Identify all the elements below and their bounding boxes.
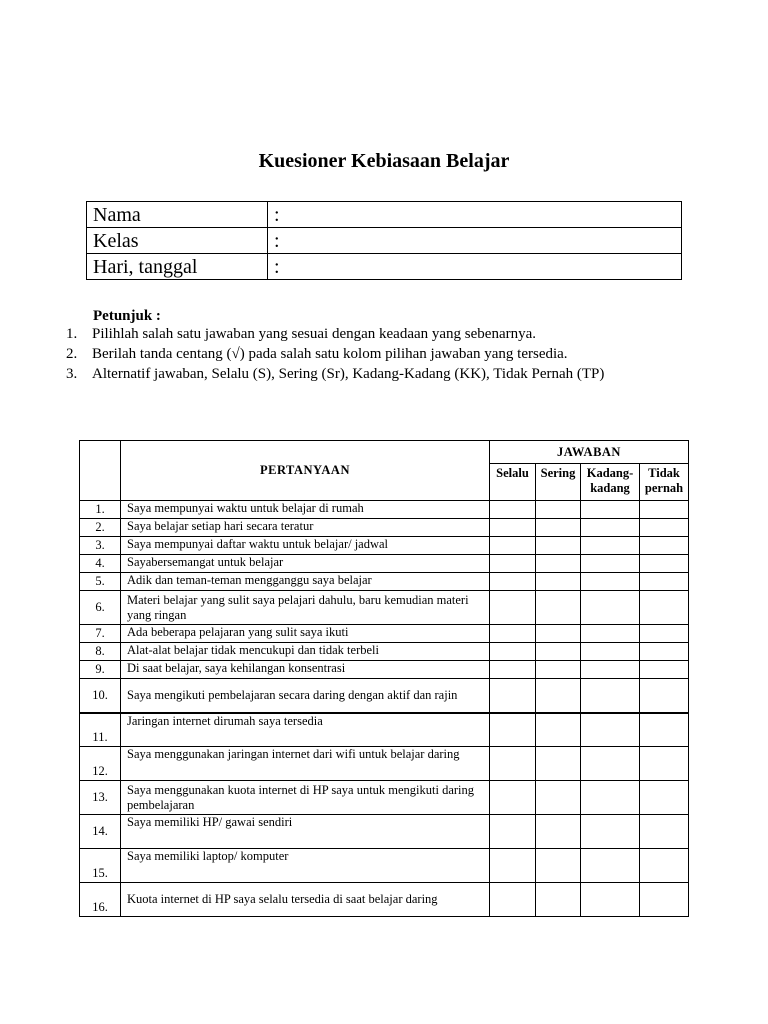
answer-cell-selalu[interactable] <box>490 679 536 713</box>
answer-cell-selalu[interactable] <box>490 519 536 537</box>
answer-cell-selalu[interactable] <box>490 537 536 555</box>
answer-cell-sering[interactable] <box>536 679 581 713</box>
row-number: 10. <box>80 679 121 713</box>
answer-cell-kadang[interactable] <box>581 815 640 849</box>
answer-cell-tidak-pernah[interactable] <box>640 679 689 713</box>
table-row <box>80 781 689 815</box>
table-row <box>80 849 689 883</box>
option-header-selalu: Selalu <box>490 464 536 501</box>
question-text: Sayabersemangat untuk belajar <box>121 555 490 573</box>
table-row <box>80 537 689 555</box>
row-number: 13. <box>80 781 121 815</box>
answer-cell-sering[interactable] <box>536 519 581 537</box>
answer-cell-tidak-pernah[interactable] <box>640 849 689 883</box>
identity-value-field[interactable]: : <box>268 254 682 280</box>
number-header <box>80 441 121 501</box>
row-number: 5. <box>80 573 121 591</box>
instruction-text: Berilah tanda centang (√) pada salah satu kolom pilihan jawaban yang tersedia. <box>92 346 568 362</box>
answer-header: JAWABAN <box>490 441 689 464</box>
answer-cell-selalu[interactable] <box>490 781 536 815</box>
question-text: Saya mempunyai daftar waktu untuk belajar/ jadwal <box>121 537 490 555</box>
table-row <box>80 661 689 679</box>
row-number: 6. <box>80 591 121 625</box>
table-row <box>80 815 689 849</box>
instruction-item <box>60 365 680 384</box>
answer-cell-sering[interactable] <box>536 815 581 849</box>
table-row <box>80 519 689 537</box>
instructions-heading: Petunjuk : <box>93 308 161 324</box>
table-row <box>80 501 689 519</box>
identity-label: Hari, tanggal <box>87 254 268 280</box>
question-text: Materi belajar yang sulit saya pelajari dahulu, baru kemudian materi yang ringan <box>121 591 490 625</box>
answer-cell-kadang[interactable] <box>581 519 640 537</box>
answer-cell-sering[interactable] <box>536 591 581 625</box>
answer-cell-tidak-pernah[interactable] <box>640 501 689 519</box>
answer-cell-sering[interactable] <box>536 713 581 747</box>
identity-row-class <box>87 228 682 254</box>
row-number: 3. <box>80 537 121 555</box>
answer-cell-sering[interactable] <box>536 747 581 781</box>
table-row <box>80 573 689 591</box>
table-row <box>80 643 689 661</box>
row-number: 16. <box>80 883 121 917</box>
question-text: Saya menggunakan jaringan internet dari wifi untuk belajar daring <box>121 747 490 781</box>
answer-cell-sering[interactable] <box>536 537 581 555</box>
identity-label: Kelas <box>87 228 268 254</box>
answer-cell-tidak-pernah[interactable] <box>640 815 689 849</box>
row-number: 12. <box>80 747 121 781</box>
answer-cell-kadang[interactable] <box>581 883 640 917</box>
answer-cell-kadang[interactable] <box>581 501 640 519</box>
question-text: Di saat belajar, saya kehilangan konsentrasi <box>121 661 490 679</box>
option-header-kadang: Kadang- kadang <box>581 464 640 501</box>
answer-cell-kadang[interactable] <box>581 713 640 747</box>
question-text: Saya belajar setiap hari secara teratur <box>121 519 490 537</box>
row-number: 14. <box>80 815 121 849</box>
answer-cell-sering[interactable] <box>536 849 581 883</box>
question-text: Jaringan internet dirumah saya tersedia <box>121 713 490 747</box>
answer-cell-sering[interactable] <box>536 555 581 573</box>
answer-cell-selalu[interactable] <box>490 643 536 661</box>
question-header: PERTANYAAN <box>121 441 490 501</box>
table-row <box>80 713 689 747</box>
row-number: 2. <box>80 519 121 537</box>
answer-cell-kadang[interactable] <box>581 573 640 591</box>
answer-cell-tidak-pernah[interactable] <box>640 519 689 537</box>
answer-cell-selalu[interactable] <box>490 573 536 591</box>
answer-cell-sering[interactable] <box>536 643 581 661</box>
answer-cell-tidak-pernah[interactable] <box>640 781 689 815</box>
answer-cell-selalu[interactable] <box>490 501 536 519</box>
table-row <box>80 625 689 643</box>
answer-cell-selalu[interactable] <box>490 815 536 849</box>
answer-cell-kadang[interactable] <box>581 849 640 883</box>
answer-cell-tidak-pernah[interactable] <box>640 643 689 661</box>
questionnaire-table <box>79 440 689 917</box>
table-row <box>80 747 689 781</box>
answer-cell-kadang[interactable] <box>581 643 640 661</box>
answer-cell-tidak-pernah[interactable] <box>640 591 689 625</box>
question-text: Saya memiliki HP/ gawai sendiri <box>121 815 490 849</box>
question-text: Adik dan teman-teman mengganggu saya belajar <box>121 573 490 591</box>
answer-cell-selalu[interactable] <box>490 625 536 643</box>
row-number: 9. <box>80 661 121 679</box>
identity-value-field[interactable]: : <box>268 202 682 228</box>
instruction-item <box>60 345 680 364</box>
answer-cell-sering[interactable] <box>536 883 581 917</box>
question-text: Saya menggunakan kuota internet di HP saya untuk mengikuti daring pembelajaran <box>121 781 490 815</box>
identity-label: Nama <box>87 202 268 228</box>
identity-row-date <box>87 254 682 280</box>
answer-cell-tidak-pernah[interactable] <box>640 713 689 747</box>
instruction-number: 1. <box>66 326 78 342</box>
question-text: Saya mempunyai waktu untuk belajar di rumah <box>121 501 490 519</box>
question-text: Alat-alat belajar tidak mencukupi dan tidak terbeli <box>121 643 490 661</box>
table-row <box>80 555 689 573</box>
answer-cell-tidak-pernah[interactable] <box>640 573 689 591</box>
answer-cell-tidak-pernah[interactable] <box>640 661 689 679</box>
question-text: Ada beberapa pelajaran yang sulit saya ikuti <box>121 625 490 643</box>
answer-cell-tidak-pernah[interactable] <box>640 883 689 917</box>
table-row <box>80 883 689 917</box>
table-row <box>80 591 689 625</box>
row-number: 15. <box>80 849 121 883</box>
answer-cell-kadang[interactable] <box>581 537 640 555</box>
answer-cell-sering[interactable] <box>536 781 581 815</box>
answer-cell-sering[interactable] <box>536 573 581 591</box>
question-text: Saya mengikuti pembelajaran secara daring dengan aktif dan rajin <box>121 679 490 713</box>
answer-cell-kadang[interactable] <box>581 781 640 815</box>
question-text: Kuota internet di HP saya selalu tersedia di saat belajar daring <box>121 883 490 917</box>
instruction-item <box>60 325 680 344</box>
answer-cell-tidak-pernah[interactable] <box>640 747 689 781</box>
answer-cell-kadang[interactable] <box>581 679 640 713</box>
identity-value-field[interactable]: : <box>268 228 682 254</box>
answer-cell-sering[interactable] <box>536 625 581 643</box>
answer-cell-selalu[interactable] <box>490 713 536 747</box>
row-number: 8. <box>80 643 121 661</box>
answer-cell-selalu[interactable] <box>490 555 536 573</box>
option-header-sering: Sering <box>536 464 581 501</box>
instruction-number: 2. <box>66 346 78 362</box>
identity-table <box>86 201 682 280</box>
answer-cell-selalu[interactable] <box>490 849 536 883</box>
row-number: 7. <box>80 625 121 643</box>
instruction-text: Pilihlah salah satu jawaban yang sesuai dengan keadaan yang sebenarnya. <box>92 326 537 342</box>
answer-cell-kadang[interactable] <box>581 591 640 625</box>
instruction-text: Alternatif jawaban, Selalu (S), Sering (Sr), Kadang-Kadang (KK), Tidak Pernah (TP) <box>92 366 605 382</box>
answer-cell-kadang[interactable] <box>581 661 640 679</box>
instructions-list <box>60 325 680 385</box>
question-text: Saya memiliki laptop/ komputer <box>121 849 490 883</box>
page-title: Kuesioner Kebiasaan Belajar <box>258 150 510 172</box>
answer-cell-kadang[interactable] <box>581 625 640 643</box>
option-header-tidak-pernah: Tidak pernah <box>640 464 689 501</box>
answer-cell-sering[interactable] <box>536 661 581 679</box>
row-number: 4. <box>80 555 121 573</box>
answer-cell-selalu[interactable] <box>490 883 536 917</box>
answer-cell-selalu[interactable] <box>490 591 536 625</box>
answer-cell-tidak-pernah[interactable] <box>640 625 689 643</box>
row-number: 1. <box>80 501 121 519</box>
row-number: 11. <box>80 713 121 747</box>
answer-cell-selalu[interactable] <box>490 747 536 781</box>
answer-cell-kadang[interactable] <box>581 747 640 781</box>
answer-cell-tidak-pernah[interactable] <box>640 555 689 573</box>
instruction-number: 3. <box>66 366 78 382</box>
table-row <box>80 679 689 713</box>
answer-cell-sering[interactable] <box>536 501 581 519</box>
identity-row-name <box>87 202 682 228</box>
answer-cell-selalu[interactable] <box>490 661 536 679</box>
answer-cell-tidak-pernah[interactable] <box>640 537 689 555</box>
answer-cell-kadang[interactable] <box>581 555 640 573</box>
